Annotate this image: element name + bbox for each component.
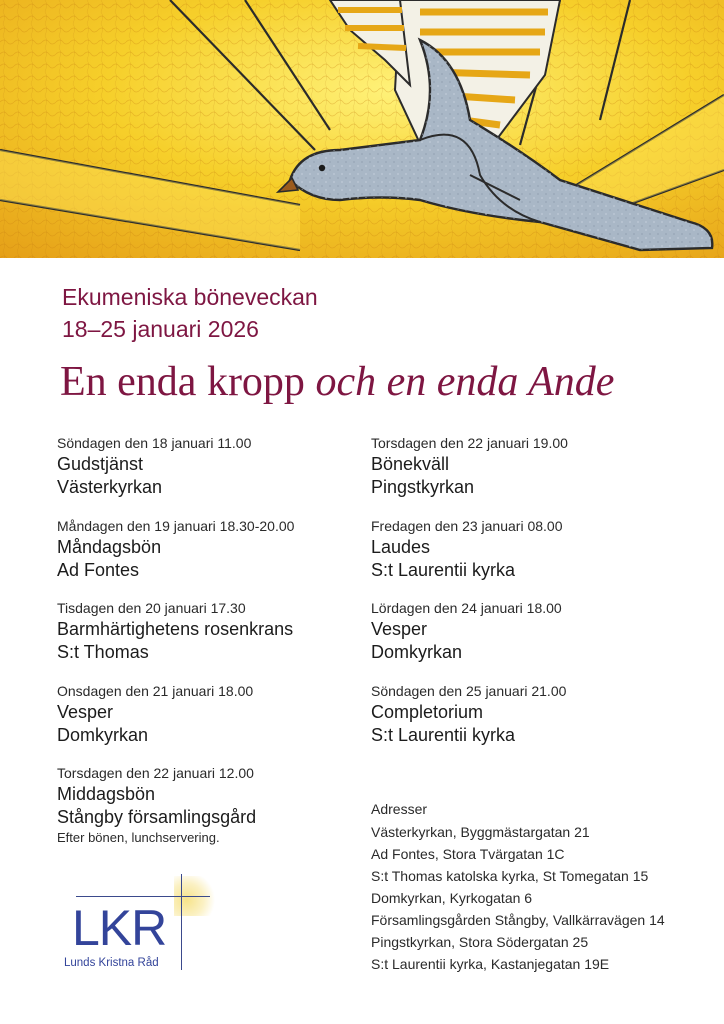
schedule-item [57, 598, 357, 681]
logo-cross-vertical [181, 874, 182, 970]
address-line: S:t Laurentii kyrka, Kastanjegatan 19E [371, 956, 610, 972]
event-venue: Västerkyrkan [57, 477, 163, 497]
event-venue: S:t Laurentii kyrka [371, 559, 516, 580]
schedule-item [57, 516, 357, 599]
address-list [371, 799, 701, 975]
event-title: Middagsbön [57, 784, 156, 804]
event-time: Söndagen den 18 januari 11.00 [57, 435, 252, 451]
event-dates: 18–25 januari 2026 [62, 316, 259, 342]
schedule-item [57, 433, 357, 516]
address-line: Pingstkyrkan, Stora Södergatan 25 [371, 934, 589, 950]
event-title: Bönekväll [371, 454, 450, 474]
schedule-item [371, 681, 671, 764]
event-time: Torsdagen den 22 januari 19.00 [371, 435, 568, 451]
schedule-item [371, 598, 671, 681]
event-venue: Domkyrkan [371, 642, 463, 662]
event-time: Lördagen den 24 januari 18.00 [371, 600, 562, 616]
event-time: Torsdagen den 22 januari 12.00 [57, 765, 254, 781]
lkr-logo [56, 866, 216, 976]
event-title: Måndagsbön [57, 536, 162, 557]
schedule-left-column [57, 433, 357, 846]
theme-title-roman: En enda kropp [60, 359, 305, 405]
event-venue: Stångby församlingsgård [57, 807, 257, 827]
logo-subtitle: Lunds Kristna Råd [64, 957, 159, 969]
event-time: Onsdagen den 21 januari 18.00 [57, 682, 254, 699]
event-time: Tisdagen den 20 januari 17.30 [57, 600, 246, 616]
event-time: Söndagen den 25 januari 21.00 [371, 682, 567, 699]
event-name: Ekumeniska böneveckan [62, 284, 318, 310]
event-venue: S:t Laurentii kyrka [371, 724, 516, 745]
address-line: Domkyrkan, Kyrkogatan 6 [371, 890, 533, 906]
address-line: Församlingsgården Stångby, Vallkärravägen 14 [371, 912, 665, 928]
event-title: Vesper [57, 701, 114, 722]
address-line: Västerkyrkan, Byggmästargatan 21 [371, 824, 590, 840]
event-heading [62, 281, 318, 345]
schedule-item [57, 763, 357, 846]
event-title: Gudstjänst [57, 454, 144, 474]
event-venue: Ad Fontes [57, 559, 140, 580]
address-line: Ad Fontes, Stora Tvärgatan 1C [371, 846, 565, 862]
schedule-item [57, 681, 357, 764]
event-note: Efter bönen, lunchservering. [57, 830, 220, 845]
logo-letters: LKR [72, 900, 167, 956]
logo-cross-horizontal [76, 896, 210, 897]
event-venue: Pingstkyrkan [371, 477, 475, 497]
event-time: Måndagen den 19 januari 18.30-20.00 [57, 517, 295, 534]
theme-title-italic: och en enda Ande [315, 359, 615, 405]
event-title: Vesper [371, 619, 428, 639]
stained-glass-dove-banner [0, 0, 724, 258]
address-heading: Adresser [371, 801, 428, 817]
event-venue: S:t Thomas [57, 642, 149, 662]
schedule-item [371, 433, 671, 516]
event-time: Fredagen den 23 januari 08.00 [371, 517, 563, 534]
schedule-right-column [371, 433, 671, 763]
schedule-item [371, 516, 671, 599]
event-title: Laudes [371, 536, 431, 557]
theme-title [60, 356, 614, 408]
address-line: S:t Thomas katolska kyrka, St Tomegatan 15 [371, 868, 649, 884]
event-title: Completorium [371, 701, 484, 722]
event-venue: Domkyrkan [57, 724, 149, 745]
event-title: Barmhärtighetens rosenkrans [57, 619, 294, 639]
